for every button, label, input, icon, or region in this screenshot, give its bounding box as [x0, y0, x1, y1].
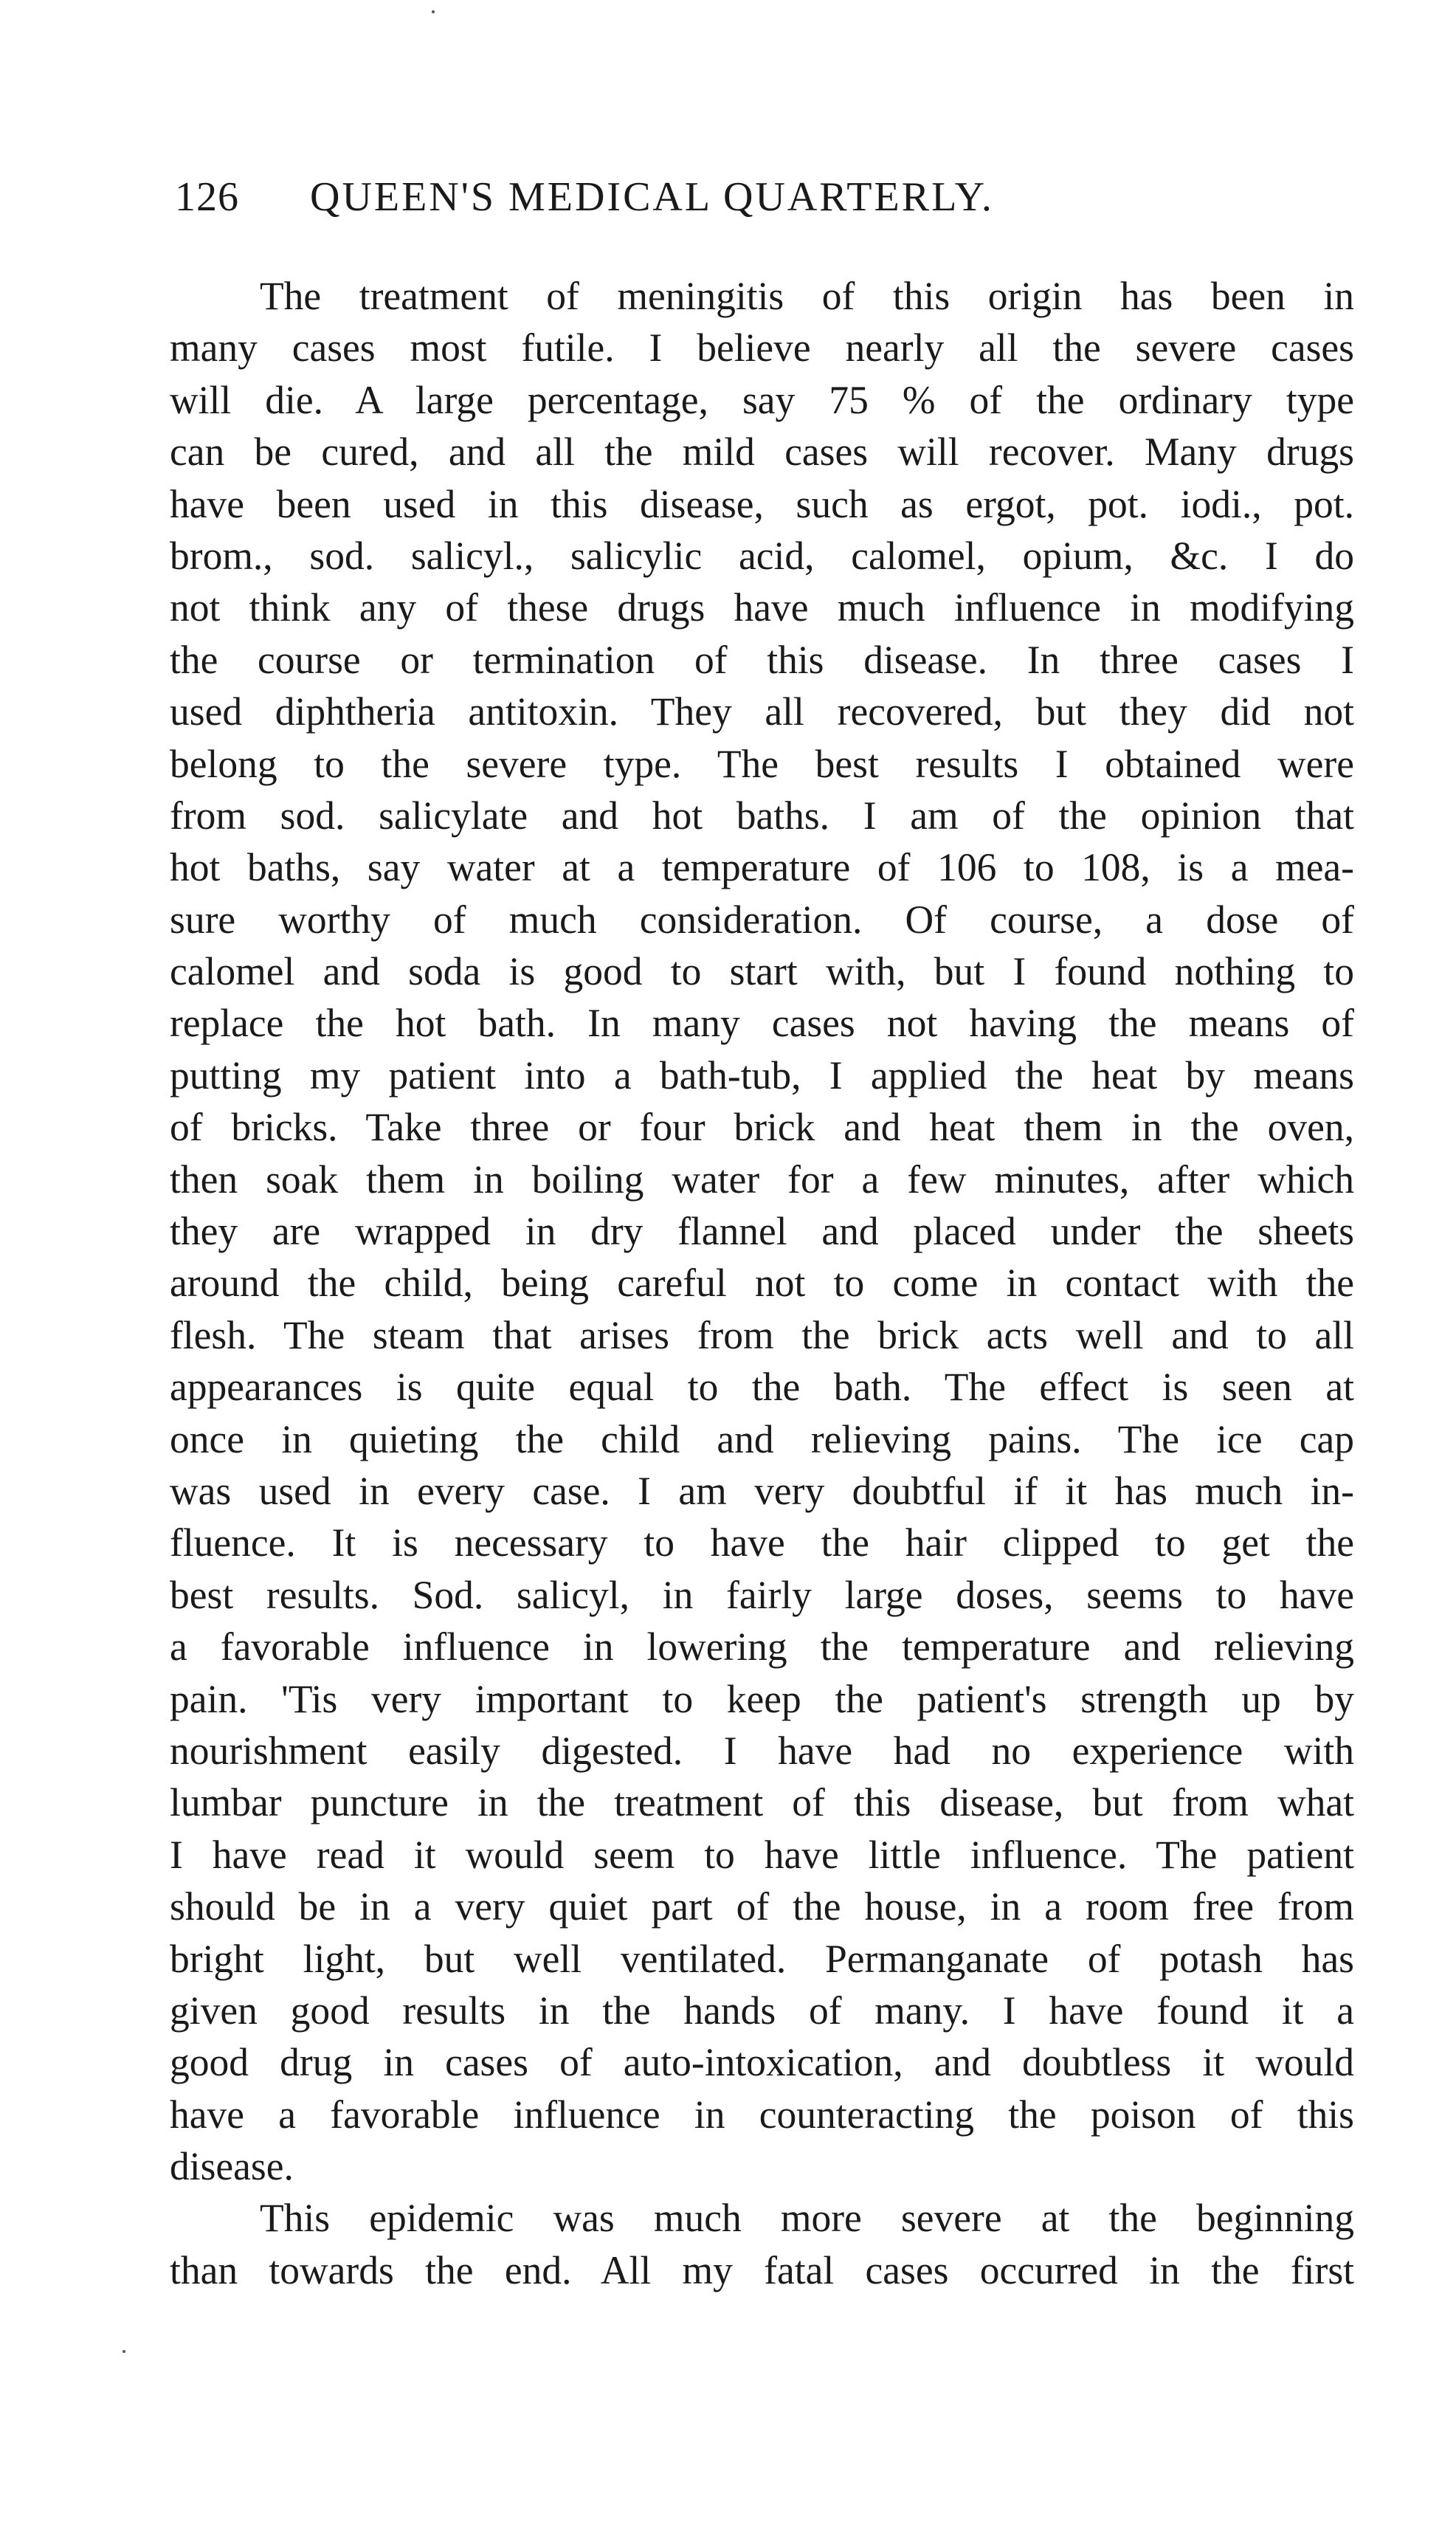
text-line: have been used in this disease, such as ergot, pot. iodi., pot.	[170, 481, 1354, 526]
text-line: of bricks. Take three or four brick and heat them in the oven,	[170, 1105, 1354, 1150]
text-line: used diphtheria antitoxin. They all recovered, but they did not	[170, 689, 1354, 734]
text-line: brom., sod. salicyl., salicylic acid, calomel, opium, &c. I do	[170, 533, 1354, 578]
text-line: can be cured, and all the mild cases will recover. Many drugs	[170, 430, 1354, 475]
text-line: bright light, but well ventilated. Permanganate of potash has	[170, 1936, 1354, 1981]
text-line: should be in a very quiet part of the house, in a room free from	[170, 1884, 1354, 1929]
text-line: have a favorable influence in counteracting the poison of this	[170, 2092, 1354, 2137]
text-line: once in quieting the child and relieving pains. The ice cap	[170, 1416, 1354, 1461]
text-line: appearances is quite equal to the bath. The effect is seen at	[170, 1365, 1354, 1410]
page-number: 126	[175, 174, 239, 220]
text-line: from sod. salicylate and hot baths. I am of the opinion that	[170, 793, 1354, 838]
text-line: many cases most futile. I believe nearly all the severe cases	[170, 325, 1354, 371]
text-line: calomel and soda is good to start with, but I found nothing to	[170, 949, 1354, 994]
paragraph-1	[170, 270, 1354, 2192]
text-line: The treatment of meningitis of this origin has been in	[260, 274, 1354, 318]
text-line: fluence. It is necessary to have the hair clipped to get the	[170, 1520, 1354, 1565]
text-line: flesh. The steam that arises from the brick acts well and to all	[170, 1312, 1354, 1357]
paragraph-2	[170, 2192, 1354, 2296]
text-line: pain. 'Tis very important to keep the patient's strength up by	[170, 1676, 1354, 1721]
text-line: This epidemic was much more severe at the beginning	[260, 2196, 1354, 2241]
body-text	[170, 270, 1354, 2296]
text-line: the course or termination of this disease. In three cases I	[170, 637, 1354, 682]
text-line: good drug in cases of auto-intoxication, and doubtless it would	[170, 2040, 1354, 2085]
scan-speck	[123, 2350, 125, 2353]
text-line: was used in every case. I am very doubtful if it has much in-	[170, 1468, 1354, 1513]
text-line: will die. A large percentage, say 75 % of the ordinary type	[170, 377, 1354, 422]
scan-speck	[432, 10, 435, 13]
text-line: they are wrapped in dry flannel and placed under the sheets	[170, 1209, 1354, 1254]
journal-title: QUEEN'S MEDICAL QUARTERLY.	[310, 174, 994, 220]
text-line: not think any of these drugs have much influence in modifying	[170, 585, 1354, 630]
text-line: sure worthy of much consideration. Of course, a dose of	[170, 897, 1354, 942]
text-line: nourishment easily digested. I have had no experience with	[170, 1728, 1354, 1773]
text-line: around the child, being careful not to come in contact with the	[170, 1261, 1354, 1306]
text-line: belong to the severe type. The best results I obtained were	[170, 741, 1354, 786]
text-line: best results. Sod. salicyl, in fairly large doses, seems to have	[170, 1572, 1354, 1617]
text-line: a favorable influence in lowering the temperature and relieving	[170, 1624, 1354, 1670]
text-line: lumbar puncture in the treatment of this disease, but from what	[170, 1780, 1354, 1825]
running-header	[175, 164, 1208, 230]
text-line: I have read it would seem to have little influence. The patient	[170, 1832, 1354, 1877]
text-line: putting my patient into a bath-tub, I applied the heat by means	[170, 1052, 1354, 1098]
text-line: given good results in the hands of many. I have found it a	[170, 1988, 1354, 2033]
text-line: replace the hot bath. In many cases not having the means of	[170, 1001, 1354, 1046]
text-line: disease.	[170, 2144, 294, 2189]
text-line: then soak them in boiling water for a few minutes, after which	[170, 1157, 1354, 1202]
text-line: hot baths, say water at a temperature of 106 to 108, is a mea-	[170, 845, 1354, 890]
text-line: than towards the end. All my fatal cases occurred in the first	[170, 2247, 1354, 2292]
